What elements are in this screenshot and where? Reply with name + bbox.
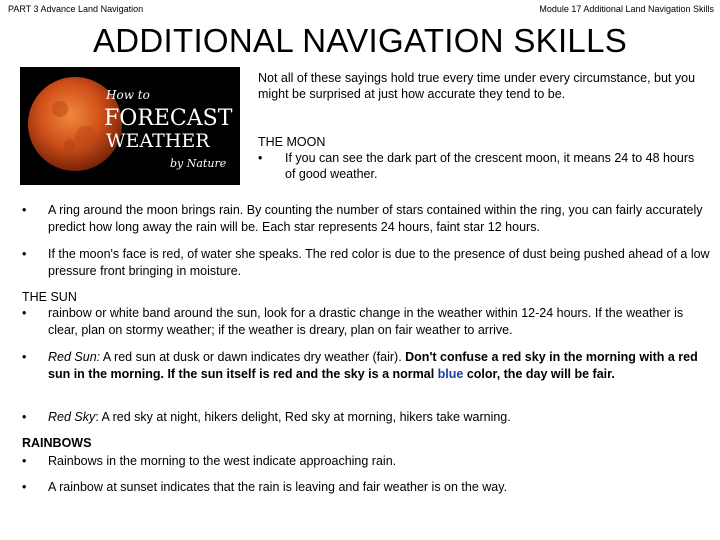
intro-paragraph: Not all of these sayings hold true every time under every circumstance, but you might be surprised at just how accurate they tend to be. <box>258 71 696 101</box>
sun-heading: THE SUN <box>22 290 77 304</box>
rainbows-heading: RAINBOWS <box>22 436 92 450</box>
image-line-weather: WEATHER <box>106 130 210 152</box>
page-title: ADDITIONAL NAVIGATION SKILLS <box>92 22 628 59</box>
sun-item-1 <box>22 305 712 338</box>
blue-word: blue <box>437 366 464 381</box>
red-sun-label: Red Sun: <box>48 350 101 364</box>
bullet: • <box>258 151 263 165</box>
sun-item-3-text <box>22 409 712 426</box>
moon-item-3-text: If the moon's face is red, of water she speaks. The red color is due to the presence of dust being pushed ahead of a low pressure front bringing in moisture. <box>48 247 710 278</box>
image-line-forecast: FORECAST <box>104 106 233 131</box>
sun-item-1-text: rainbow or white band around the sun, look for a drastic change in the weather within 12-24 hours. If the weather is clear, plan on stormy weather; if the weather is dreary, plan on fair weather to arrive. <box>48 306 684 337</box>
image-line-how-to: How to <box>106 88 150 102</box>
red-sky-label: Red Sky <box>48 410 96 424</box>
bullet: • <box>22 247 27 261</box>
moon-item-1-text: If you can see the dark part of the crescent moon, it means 24 to 48 hours of good weather. <box>285 151 695 181</box>
rainbows-item-2 <box>22 479 712 496</box>
moon-item-1 <box>258 150 708 182</box>
moon-item-3 <box>22 246 712 279</box>
sun-item-2 <box>22 349 712 382</box>
rainbows-item-2-text: A rainbow at sunset indicates that the rain is leaving and fair weather is on the way. <box>48 480 508 494</box>
red-sun-bold-b: color, the day will be fair. <box>463 366 615 381</box>
red-sun-text: A red sun at dusk or dawn indicates dry weather (fair). <box>100 350 406 364</box>
moon-item-2-text: A ring around the moon brings rain. By counting the number of stars contained within the ring, you can fairly accurately predict how long away the rain will be. Each star represents 24 hours, faint star 12 hours. <box>48 203 703 234</box>
red-sky-text: : A red sky at night, hikers delight, Red sky at morning, hikers take warning. <box>95 410 511 424</box>
rainbows-item-1 <box>22 453 712 470</box>
forecast-weather-image <box>20 67 240 185</box>
bullet: • <box>22 480 27 494</box>
image-line-by-nature: by Nature <box>170 157 227 170</box>
rainbows-item-1-text: Rainbows in the morning to the west indicate approaching rain. <box>48 454 397 468</box>
bullet: • <box>22 306 27 320</box>
sun-item-3 <box>22 409 712 426</box>
moon-item-2 <box>22 202 712 235</box>
moon-heading: THE MOON <box>258 135 326 149</box>
bullet: • <box>22 454 27 468</box>
header-module-title: Module 17 Additional Land Navigation Skills <box>539 4 714 14</box>
bullet: • <box>22 350 27 364</box>
header-module-part: PART 3 Advance Land Navigation <box>8 4 144 14</box>
bullet: • <box>22 410 27 424</box>
red-sun-bold-a: Don't confuse a red sky in the morning with a red sun in the morning. If the sun itself is red and the sky is a normal <box>48 350 698 381</box>
bullet: • <box>22 203 27 217</box>
sun-item-2-text <box>22 349 712 382</box>
